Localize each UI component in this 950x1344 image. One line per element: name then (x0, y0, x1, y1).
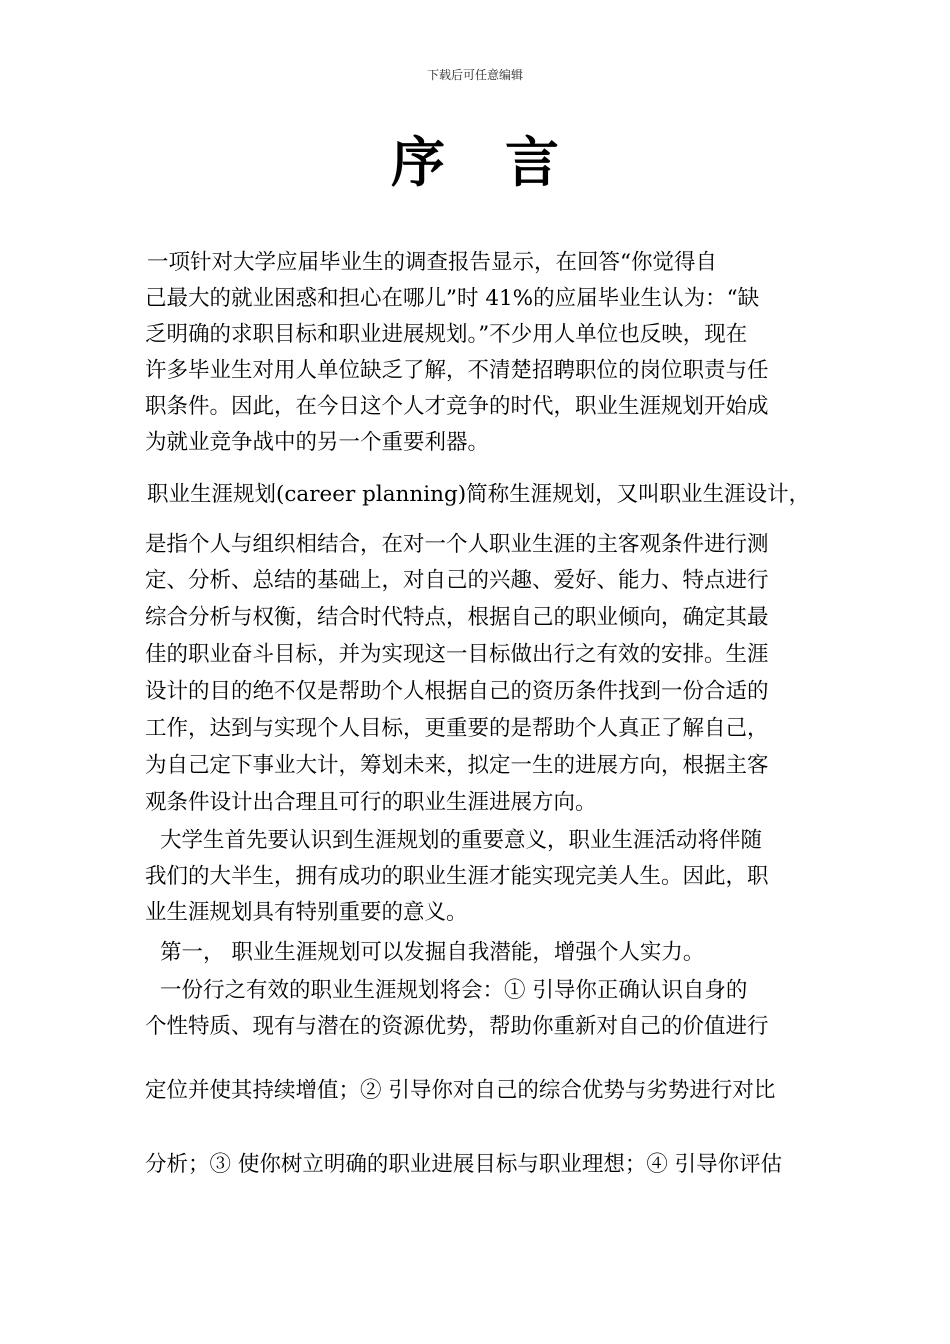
header-note: 下载后可任意编辑 (426, 68, 523, 82)
body-line: 许多毕业生对用人单位缺乏了解，不清楚招聘职位的岗位职责与任 (145, 358, 769, 383)
body-line: 定位并使其持续增值；② 引导你对自己的综合优势与劣势进行对比 (145, 1078, 776, 1103)
body-line: 大学生首先要认识到生涯规划的重要意义，职业生涯活动将伴随 (160, 828, 763, 853)
body-line: 职条件。因此，在今日这个人才竞争的时代，职业生涯规划开始成 (145, 394, 769, 419)
body-line: 一项针对大学应届毕业生的调查报告显示，在回答“你觉得自 (147, 250, 717, 275)
body-line: 第一， 职业生涯规划可以发掘自我潜能，增强个人实力。 (160, 940, 705, 965)
body-line: 工作，达到与实现个人目标，更重要的是帮助个人真正了解自己， (145, 716, 769, 741)
body-line: 定、分析、总结的基础上，对自己的兴趣、爱好、能力、特点进行 (145, 568, 769, 593)
body-line: 为自己定下事业大计，筹划未来，拟定一生的进展方向，根据主客 (145, 753, 769, 778)
body-line: 观条件设计出合理且可行的职业生涯进展方向。 (145, 790, 597, 815)
body-line: 是指个人与组织相结合，在对一个人职业生涯的主客观条件进行测 (145, 532, 769, 557)
body-line: 佳的职业奋斗目标，并为实现这一目标做出行之有效的安排。生涯 (145, 642, 769, 667)
body-line: 综合分析与权衡，结合时代特点，根据自己的职业倾向，确定其最 (145, 605, 769, 630)
page-title: 序言 (391, 131, 619, 194)
body-line: 个性特质、现有与潜在的资源优势，帮助你重新对自己的价值进行 (145, 1014, 769, 1039)
body-line: 业生涯规划具有特别重要的意义。 (145, 900, 468, 925)
body-line: 一份行之有效的职业生涯规划将会：① 引导你正确认识自身的 (160, 978, 748, 1003)
body-line: 为就业竞争战中的另一个重要利器。 (145, 430, 490, 455)
body-line: 设计的目的绝不仅是帮助个人根据自己的资历条件找到一份合适的 (145, 679, 769, 704)
body-line: 职业生涯规划(career planning)简称生涯规划，又叫职业生涯设计， (147, 482, 811, 507)
body-line: 己最大的就业困惑和担心在哪儿”时 41%的应届毕业生认为：“缺 (145, 286, 760, 311)
body-line: 我们的大半生，拥有成功的职业生涯才能实现完美人生。因此，职 (145, 864, 769, 889)
body-line: 乏明确的求职目标和职业进展规划。”不少用人单位也反映，现在 (145, 322, 748, 347)
body-line: 分析；③ 使你树立明确的职业进展目标与职业理想；④ 引导你评估 (145, 1152, 783, 1177)
